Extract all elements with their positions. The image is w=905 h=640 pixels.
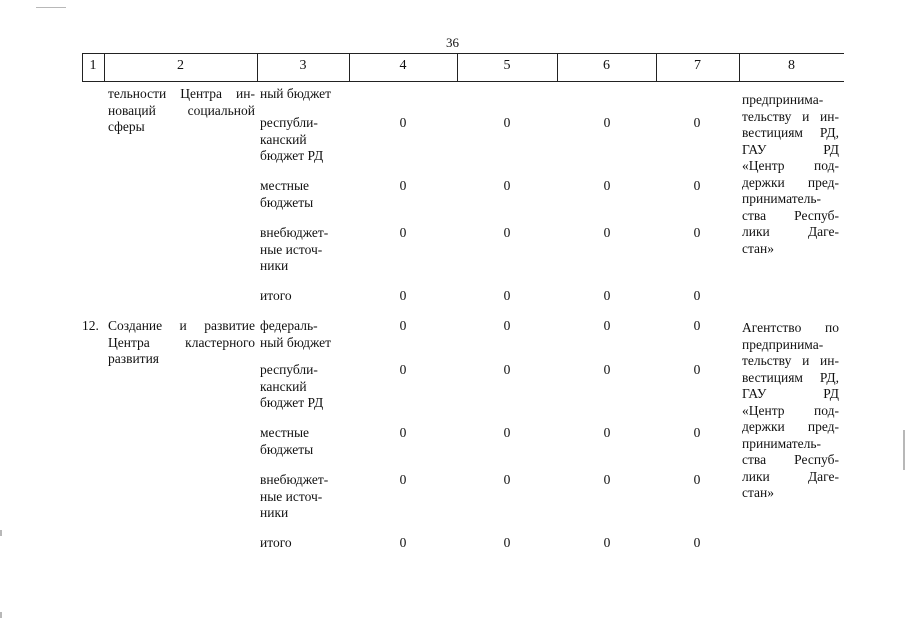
- executor-line: предпринима-: [742, 336, 824, 352]
- funding-source-line: канский: [260, 131, 307, 147]
- executor-line: Агентство по: [742, 320, 839, 335]
- scan-edge-mark: [0, 612, 2, 618]
- funding-source-line: ный бюджет: [260, 334, 332, 350]
- executor-line: держки пред-: [742, 174, 839, 190]
- value-cell: 0: [693, 318, 701, 333]
- executor-line: ства Респуб-: [742, 452, 839, 467]
- value-cell: 0: [399, 318, 407, 333]
- header-bottom-border: [82, 81, 844, 82]
- executor-text: [742, 92, 839, 257]
- value-cell: 0: [603, 318, 611, 333]
- value-cell: 0: [399, 425, 407, 440]
- value-cell: 0: [503, 225, 511, 240]
- executor-line: предпринима-: [742, 92, 824, 107]
- funding-source: [260, 178, 345, 211]
- description-line: сферы: [108, 119, 145, 134]
- funding-source-line: итого: [260, 535, 292, 550]
- value-cell: 0: [603, 225, 611, 240]
- value-cell: 0: [693, 178, 701, 193]
- value-cell: 0: [603, 288, 611, 303]
- executor-line: «Центр под-: [742, 402, 839, 418]
- funding-source-line: ный бюджет: [260, 86, 332, 101]
- funding-source: [260, 318, 345, 351]
- activity-description: [108, 86, 255, 136]
- executor-line: тельству и ин-: [742, 108, 839, 124]
- activity-description: [108, 318, 255, 368]
- funding-source-line: федераль-: [260, 318, 318, 333]
- executor-line: приниматель-: [742, 435, 822, 451]
- value-cell: 0: [603, 535, 611, 550]
- funding-source: [260, 362, 345, 412]
- funding-source-line: республи-: [260, 362, 318, 377]
- funding-source-line: бюджет РД: [260, 148, 324, 163]
- executor-line: держки пред-: [742, 419, 839, 434]
- executor-line: стан»: [742, 485, 775, 500]
- value-cell: 0: [399, 178, 407, 193]
- executor-line: стан»: [742, 240, 775, 256]
- funding-source-line: канский: [260, 378, 307, 394]
- value-cell: 0: [399, 472, 407, 487]
- funding-source-line: ные источ-: [260, 488, 323, 504]
- scan-edge-mark: [0, 530, 2, 536]
- executor-line: тельству и ин-: [742, 353, 839, 368]
- value-cell: 0: [399, 225, 407, 240]
- funding-source-line: ники: [260, 258, 289, 273]
- funding-source-line: ные источ-: [260, 241, 323, 257]
- column-header: 1: [89, 58, 97, 73]
- value-cell: 0: [603, 115, 611, 130]
- value-cell: 0: [693, 425, 701, 440]
- funding-source-line: внебюджет-: [260, 225, 329, 240]
- executor-line: приниматель-: [742, 191, 822, 206]
- value-cell: 0: [693, 362, 701, 377]
- header-divider: [82, 53, 83, 81]
- column-header: 2: [177, 58, 184, 73]
- funding-source-line: ники: [260, 505, 289, 520]
- funding-source-line: республи-: [260, 115, 318, 130]
- funding-source-line: итого: [260, 288, 292, 303]
- description-line: новаций социальной: [108, 102, 255, 118]
- column-header: 4: [399, 58, 407, 73]
- value-cell: 0: [603, 362, 611, 377]
- funding-source-line: бюджеты: [260, 194, 314, 210]
- column-header: 7: [694, 58, 701, 73]
- executor-line: ства Респуб-: [742, 207, 839, 223]
- funding-source-line: бюджет РД: [260, 395, 324, 410]
- value-cell: 0: [399, 362, 407, 377]
- value-cell: 0: [503, 362, 511, 377]
- scan-mark: [36, 7, 66, 8]
- column-header: 8: [788, 58, 795, 73]
- funding-source-line: местные: [260, 178, 310, 193]
- table-top-border: [82, 53, 844, 54]
- page-number: 36: [446, 35, 459, 50]
- executor-line: вестициям РД,: [742, 369, 839, 385]
- value-cell: 0: [503, 425, 511, 440]
- funding-source: [260, 115, 345, 165]
- executor-text: [742, 320, 839, 502]
- executor-line: лики Даге-: [742, 224, 839, 239]
- value-cell: 0: [693, 288, 701, 303]
- value-cell: 0: [399, 288, 407, 303]
- executor-line: ГАУ РД: [742, 386, 839, 401]
- column-header: 3: [299, 58, 307, 73]
- funding-source-line: внебюджет-: [260, 472, 329, 487]
- value-cell: 0: [603, 472, 611, 487]
- value-cell: 0: [503, 472, 511, 487]
- value-cell: 0: [399, 115, 407, 130]
- funding-source-line: бюджеты: [260, 441, 314, 457]
- value-cell: 0: [503, 115, 511, 130]
- funding-source: [260, 225, 345, 275]
- executor-line: ГАУ РД: [742, 141, 839, 157]
- value-cell: 0: [603, 425, 611, 440]
- funding-source-line: местные: [260, 425, 310, 440]
- column-header: 6: [603, 58, 610, 73]
- description-line: тельности Центра ин-: [108, 86, 255, 101]
- funding-source: [260, 472, 345, 522]
- description-line: Создание и развитие: [108, 318, 255, 333]
- funding-source: [260, 86, 345, 103]
- value-cell: 0: [693, 472, 701, 487]
- description-line: развития: [108, 351, 160, 366]
- value-cell: 0: [693, 535, 701, 550]
- value-cell: 0: [693, 225, 701, 240]
- value-cell: 0: [503, 178, 511, 193]
- row-number: 12.: [82, 318, 99, 333]
- executor-line: «Центр под-: [742, 158, 839, 173]
- column-header: 5: [503, 58, 511, 73]
- description-line: Центра кластерного: [108, 334, 255, 350]
- value-cell: 0: [503, 535, 511, 550]
- executor-line: лики Даге-: [742, 468, 839, 484]
- value-cell: 0: [693, 115, 701, 130]
- executor-line: вестициям РД,: [742, 125, 839, 140]
- funding-source: [260, 288, 345, 305]
- value-cell: 0: [503, 288, 511, 303]
- value-cell: 0: [603, 178, 611, 193]
- funding-source: [260, 535, 345, 552]
- funding-source: [260, 425, 345, 458]
- value-cell: 0: [503, 318, 511, 333]
- value-cell: 0: [399, 535, 407, 550]
